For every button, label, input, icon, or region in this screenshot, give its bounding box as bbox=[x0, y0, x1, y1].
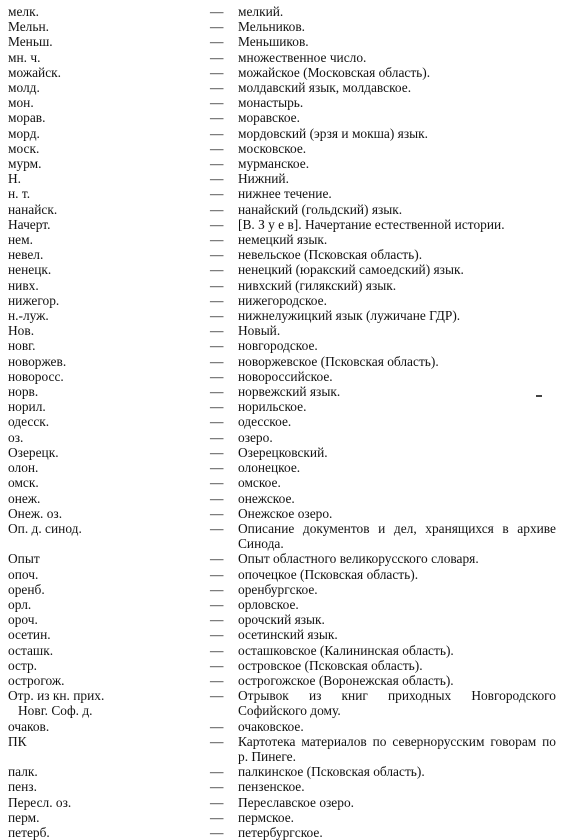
abbreviation-term: очаков. bbox=[8, 718, 50, 734]
entry-dash: — bbox=[210, 824, 224, 840]
entry-dash: — bbox=[210, 49, 224, 65]
abbreviation-term: Оп. д. синод. bbox=[8, 520, 82, 536]
abbreviation-entry bbox=[0, 825, 562, 840]
entry-dash: — bbox=[210, 368, 224, 384]
abbreviation-definition: Новый. bbox=[238, 323, 281, 339]
abbreviation-entry bbox=[0, 369, 562, 384]
abbreviation-entry bbox=[0, 779, 562, 794]
abbreviation-term: Отр. из кн. прих. bbox=[8, 688, 105, 704]
abbreviation-term: морд. bbox=[8, 125, 40, 141]
abbreviation-entry bbox=[0, 110, 562, 125]
abbreviation-definition: Онежское озеро. bbox=[238, 505, 333, 521]
abbreviation-entry bbox=[0, 186, 562, 201]
abbreviation-entry bbox=[0, 126, 562, 141]
abbreviation-entry bbox=[0, 521, 562, 551]
abbreviation-term: Нов. bbox=[8, 323, 35, 339]
entry-dash: — bbox=[210, 95, 224, 111]
abbreviation-term: олон. bbox=[8, 460, 39, 476]
abbreviation-entry bbox=[0, 460, 562, 475]
abbreviation-entry bbox=[0, 688, 562, 718]
abbreviation-entry bbox=[0, 278, 562, 293]
entry-dash: — bbox=[210, 672, 224, 688]
abbreviation-term: осташк. bbox=[8, 642, 54, 658]
abbreviation-entry bbox=[0, 627, 562, 642]
abbreviation-term: Н. bbox=[8, 171, 22, 187]
abbreviation-definition: норильское. bbox=[238, 399, 307, 415]
abbreviation-entry bbox=[0, 95, 562, 110]
abbreviation-definition: палкинское (Псковская область). bbox=[238, 764, 425, 780]
abbreviation-term: Онеж. оз. bbox=[8, 505, 63, 521]
abbreviation-term: мелк. bbox=[8, 4, 39, 19]
entry-dash: — bbox=[210, 216, 224, 232]
abbreviation-definition: орочский язык. bbox=[238, 612, 325, 628]
abbreviation-term: Озерецк. bbox=[8, 444, 59, 460]
abbreviation-term: онеж. bbox=[8, 490, 41, 506]
abbreviation-entry bbox=[0, 232, 562, 247]
entry-dash: — bbox=[210, 125, 224, 141]
abbreviation-entry bbox=[0, 414, 562, 429]
entry-dash: — bbox=[210, 64, 224, 80]
abbreviation-entry bbox=[0, 141, 562, 156]
abbreviation-entry bbox=[0, 430, 562, 445]
abbreviation-definition: Отрывок из книг приходных Новгородского Софийского дому. bbox=[238, 688, 556, 719]
entry-dash: — bbox=[210, 429, 224, 445]
entry-dash: — bbox=[210, 140, 224, 156]
abbreviation-entry bbox=[0, 50, 562, 65]
entry-dash: — bbox=[210, 110, 224, 126]
abbreviation-entry bbox=[0, 323, 562, 338]
entry-dash: — bbox=[210, 764, 224, 780]
entry-dash: — bbox=[210, 186, 224, 202]
abbreviation-definition: омское. bbox=[238, 475, 281, 491]
entry-dash: — bbox=[210, 384, 224, 400]
abbreviation-definition: онежское. bbox=[238, 490, 295, 506]
entry-dash: — bbox=[210, 733, 224, 749]
abbreviation-entry bbox=[0, 217, 562, 232]
abbreviation-term: невел. bbox=[8, 247, 44, 263]
abbreviation-entry bbox=[0, 491, 562, 506]
entry-dash: — bbox=[210, 718, 224, 734]
abbreviation-term: орл. bbox=[8, 596, 32, 612]
abbreviation-definition: озеро. bbox=[238, 429, 273, 445]
abbreviation-term: ороч. bbox=[8, 612, 38, 628]
abbreviation-entry bbox=[0, 475, 562, 490]
abbreviation-definition: нижнее течение. bbox=[238, 186, 332, 202]
abbreviation-definition: множественное число. bbox=[238, 49, 367, 65]
entry-dash: — bbox=[210, 505, 224, 521]
entry-dash: — bbox=[210, 80, 224, 96]
abbreviation-definition: невельское (Псковская область). bbox=[238, 247, 423, 263]
abbreviation-term: новоросс. bbox=[8, 368, 64, 384]
stray-mark bbox=[536, 395, 542, 397]
entry-dash: — bbox=[210, 551, 224, 567]
abbreviation-entry bbox=[0, 795, 562, 810]
abbreviation-definition: опочецкое (Псковская область). bbox=[238, 566, 419, 582]
abbreviation-term: нанайск. bbox=[8, 201, 58, 217]
abbreviation-entry bbox=[0, 262, 562, 277]
abbreviation-definition: немецкий язык. bbox=[238, 232, 328, 248]
abbreviation-entry bbox=[0, 612, 562, 627]
abbreviation-definition: мордовский (эрзя и мокша) язык. bbox=[238, 125, 428, 141]
abbreviation-definition: новороссийское. bbox=[238, 368, 333, 384]
abbreviation-term: нижегор. bbox=[8, 292, 60, 308]
entry-dash: — bbox=[210, 627, 224, 643]
entry-dash: — bbox=[210, 794, 224, 810]
abbreviation-definition: Нижний. bbox=[238, 171, 289, 187]
abbreviation-list bbox=[0, 4, 562, 840]
abbreviation-term: ПК bbox=[8, 733, 27, 749]
abbreviation-definition: Описание документов и дел, хранящихся в архиве Синода. bbox=[238, 520, 556, 552]
abbreviation-term: пенз. bbox=[8, 779, 37, 795]
abbreviation-definition: одесское. bbox=[238, 414, 292, 430]
abbreviation-term: моск. bbox=[8, 140, 40, 156]
abbreviation-definition: мелкий. bbox=[238, 4, 284, 19]
entry-dash: — bbox=[210, 490, 224, 506]
abbreviation-definition: Переславское озеро. bbox=[238, 794, 354, 810]
abbreviation-term: можайск. bbox=[8, 64, 61, 80]
abbreviation-definition: осташковское (Калининская область). bbox=[238, 642, 454, 658]
entry-dash: — bbox=[210, 34, 224, 50]
entry-dash: — bbox=[210, 596, 224, 612]
abbreviation-term: н. т. bbox=[8, 186, 31, 202]
abbreviation-entry bbox=[0, 506, 562, 521]
abbreviation-term: новоржев. bbox=[8, 353, 67, 369]
abbreviation-term: норил. bbox=[8, 399, 46, 415]
abbreviation-entry bbox=[0, 4, 562, 19]
abbreviation-term: мн. ч. bbox=[8, 49, 41, 65]
entry-dash: — bbox=[210, 566, 224, 582]
abbreviation-definition: оренбургское. bbox=[238, 581, 318, 597]
entry-dash: — bbox=[210, 642, 224, 658]
abbreviation-entry bbox=[0, 567, 562, 582]
abbreviation-entry bbox=[0, 34, 562, 49]
abbreviation-definition: осетинский язык. bbox=[238, 627, 338, 643]
abbreviation-term: Мельн. bbox=[8, 19, 49, 35]
abbreviation-entry bbox=[0, 354, 562, 369]
abbreviation-entry bbox=[0, 734, 562, 764]
abbreviation-entry bbox=[0, 171, 562, 186]
abbreviation-entry bbox=[0, 551, 562, 566]
abbreviation-term: новг. bbox=[8, 338, 36, 354]
abbreviation-term: ненецк. bbox=[8, 262, 52, 278]
abbreviation-term: н.-луж. bbox=[8, 308, 49, 324]
entry-dash: — bbox=[210, 232, 224, 248]
abbreviation-definition: Картотека материалов по севернорусским говорам по р. Пинеге. bbox=[238, 733, 556, 764]
entry-dash: — bbox=[210, 156, 224, 172]
abbreviation-entry bbox=[0, 764, 562, 779]
entry-dash: — bbox=[210, 657, 224, 673]
entry-dash: — bbox=[210, 19, 224, 35]
abbreviation-term: норв. bbox=[8, 384, 39, 400]
abbreviation-term: Меньш. bbox=[8, 34, 53, 50]
abbreviation-entry bbox=[0, 19, 562, 34]
abbreviation-definition: моравское. bbox=[238, 110, 300, 126]
abbreviation-entry bbox=[0, 445, 562, 460]
abbreviation-term: оренб. bbox=[8, 581, 45, 597]
abbreviation-entry bbox=[0, 384, 562, 399]
abbreviation-definition: новоржевское (Псковская область). bbox=[238, 353, 439, 369]
abbreviation-term: мон. bbox=[8, 95, 34, 111]
abbreviation-term: нивх. bbox=[8, 277, 39, 293]
abbreviation-term: перм. bbox=[8, 809, 40, 825]
abbreviation-entry bbox=[0, 65, 562, 80]
abbreviation-definition: нивхский (гилякский) язык. bbox=[238, 277, 397, 293]
abbreviation-entry bbox=[0, 399, 562, 414]
abbreviation-term: омск. bbox=[8, 475, 39, 491]
abbreviation-term: Пересл. оз. bbox=[8, 794, 72, 810]
abbreviation-term: острогож. bbox=[8, 672, 65, 688]
abbreviation-definition: новгородское. bbox=[238, 338, 318, 354]
abbreviation-definition: петербургское. bbox=[238, 824, 323, 840]
abbreviation-definition: пензенское. bbox=[238, 779, 305, 795]
abbreviation-term: нем. bbox=[8, 232, 33, 248]
abbreviation-entry bbox=[0, 643, 562, 658]
abbreviation-entry bbox=[0, 202, 562, 217]
entry-dash: — bbox=[210, 444, 224, 460]
abbreviation-definition: молдавский язык, молдавское. bbox=[238, 80, 412, 96]
entry-dash: — bbox=[210, 414, 224, 430]
abbreviation-term: опоч. bbox=[8, 566, 39, 582]
entry-dash: — bbox=[210, 277, 224, 293]
abbreviation-term: одесск. bbox=[8, 414, 50, 430]
entry-dash: — bbox=[210, 262, 224, 278]
entry-dash: — bbox=[210, 338, 224, 354]
entry-dash: — bbox=[210, 460, 224, 476]
abbreviation-definition: мурманское. bbox=[238, 156, 310, 172]
abbreviation-definition: орловское. bbox=[238, 596, 299, 612]
abbreviation-definition: Опыт областного великорусского словаря. bbox=[238, 551, 479, 567]
abbreviation-definition: пермское. bbox=[238, 809, 294, 825]
abbreviation-entry bbox=[0, 719, 562, 734]
abbreviation-term: Опыт bbox=[8, 551, 40, 567]
entry-dash: — bbox=[210, 201, 224, 217]
abbreviation-definition: ненецкий (юракский самоедский) язык. bbox=[238, 262, 464, 278]
entry-dash: — bbox=[210, 292, 224, 308]
entry-dash: — bbox=[210, 520, 224, 536]
entry-dash: — bbox=[210, 779, 224, 795]
abbreviation-term-continuation: Новг. Соф. д. bbox=[18, 703, 93, 719]
abbreviation-term: Начерт. bbox=[8, 216, 51, 232]
entry-dash: — bbox=[210, 353, 224, 369]
abbreviation-term: морав. bbox=[8, 110, 46, 126]
abbreviation-definition: Меньшиков. bbox=[238, 34, 309, 50]
abbreviation-term: молд. bbox=[8, 80, 40, 96]
abbreviation-term: осетин. bbox=[8, 627, 51, 643]
abbreviation-definition: монастырь. bbox=[238, 95, 304, 111]
abbreviation-term: петерб. bbox=[8, 824, 50, 840]
abbreviation-definition: [В. З у е в]. Начертание естественной истории. bbox=[238, 216, 505, 232]
abbreviation-entry bbox=[0, 156, 562, 171]
abbreviation-term: мурм. bbox=[8, 156, 42, 172]
entry-dash: — bbox=[210, 4, 224, 19]
abbreviation-definition: нижегородское. bbox=[238, 292, 327, 308]
entry-dash: — bbox=[210, 323, 224, 339]
abbreviation-entry bbox=[0, 597, 562, 612]
abbreviation-definition: острогожское (Воронежская область). bbox=[238, 672, 454, 688]
entry-dash: — bbox=[210, 308, 224, 324]
abbreviation-definition: нанайский (гольдский) язык. bbox=[238, 201, 403, 217]
abbreviation-term: остр. bbox=[8, 657, 38, 673]
entry-dash: — bbox=[210, 475, 224, 491]
abbreviation-entry bbox=[0, 80, 562, 95]
entry-dash: — bbox=[210, 399, 224, 415]
entry-dash: — bbox=[210, 247, 224, 263]
abbreviation-entry bbox=[0, 247, 562, 262]
abbreviation-entry bbox=[0, 293, 562, 308]
abbreviation-term: палк. bbox=[8, 764, 38, 780]
abbreviation-definition: нижнелужицкий язык (лужичане ГДР). bbox=[238, 308, 461, 324]
abbreviation-definition: Озерецковский. bbox=[238, 444, 328, 460]
abbreviation-entry bbox=[0, 308, 562, 323]
abbreviation-definition: очаковское. bbox=[238, 718, 304, 734]
entry-dash: — bbox=[210, 809, 224, 825]
abbreviation-definition: островское (Псковская область). bbox=[238, 657, 423, 673]
abbreviation-entry bbox=[0, 338, 562, 353]
entry-dash: — bbox=[210, 171, 224, 187]
entry-dash: — bbox=[210, 612, 224, 628]
abbreviation-term: оз. bbox=[8, 429, 24, 445]
abbreviation-definition: олонецкое. bbox=[238, 460, 301, 476]
entry-dash: — bbox=[210, 688, 224, 704]
abbreviation-entry bbox=[0, 582, 562, 597]
abbreviation-entry bbox=[0, 658, 562, 673]
abbreviation-definition: московское. bbox=[238, 140, 307, 156]
entry-dash: — bbox=[210, 581, 224, 597]
abbreviation-entry bbox=[0, 673, 562, 688]
abbreviation-definition: можайское (Московская область). bbox=[238, 64, 431, 80]
abbreviation-definition: Мельников. bbox=[238, 19, 305, 35]
abbreviation-definition: норвежский язык. bbox=[238, 384, 341, 400]
abbreviation-entry bbox=[0, 810, 562, 825]
